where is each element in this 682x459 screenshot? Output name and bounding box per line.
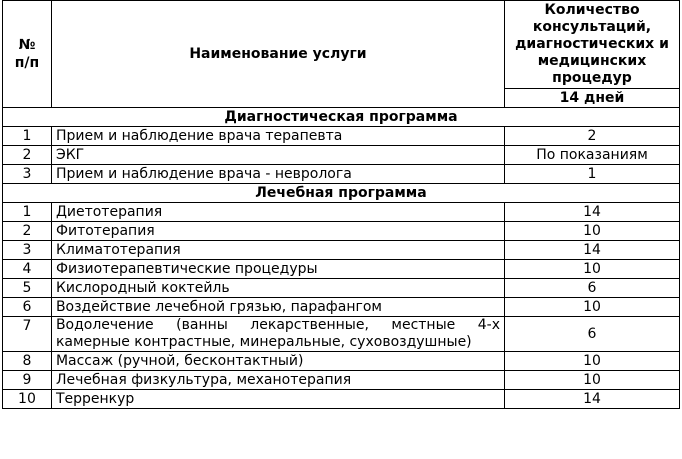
table-row xyxy=(3,260,680,279)
table-row xyxy=(3,371,680,390)
row-number: 7 xyxy=(3,317,52,352)
row-quantity: 10 xyxy=(505,371,680,390)
row-number: 3 xyxy=(3,241,52,260)
row-quantity: 10 xyxy=(505,222,680,241)
header-row xyxy=(3,1,680,89)
header-number-label: № xyxy=(18,37,36,53)
row-service-name: Водолечение (ванны лекарственные, местные 4-х камерные контрастные, минеральные, суховоздушные) xyxy=(51,317,504,352)
row-number: 2 xyxy=(3,222,52,241)
row-service-name: Массаж (ручной, бесконтактный) xyxy=(51,352,504,371)
section-title: Диагностическая программа xyxy=(3,108,680,127)
row-number: 2 xyxy=(3,146,52,165)
row-number: 6 xyxy=(3,298,52,317)
row-service-name: Диетотерапия xyxy=(51,203,504,222)
row-number: 10 xyxy=(3,390,52,409)
row-service-name: Климатотерапия xyxy=(51,241,504,260)
table-row xyxy=(3,241,680,260)
table-row xyxy=(3,390,680,409)
table-row xyxy=(3,279,680,298)
table-row xyxy=(3,352,680,371)
services-table xyxy=(2,0,680,409)
row-quantity: 14 xyxy=(505,241,680,260)
row-quantity: По показаниям xyxy=(505,146,680,165)
row-number: 5 xyxy=(3,279,52,298)
row-number: 4 xyxy=(3,260,52,279)
row-quantity: 1 xyxy=(505,165,680,184)
table-row xyxy=(3,165,680,184)
row-number: 3 xyxy=(3,165,52,184)
row-quantity: 14 xyxy=(505,203,680,222)
row-quantity: 2 xyxy=(505,127,680,146)
header-service-name: Наименование услуги xyxy=(51,1,504,108)
row-service-name: ЭКГ xyxy=(51,146,504,165)
row-quantity: 10 xyxy=(505,260,680,279)
row-service-name: Прием и наблюдение врача - невролога xyxy=(51,165,504,184)
row-quantity: 10 xyxy=(505,352,680,371)
row-number: 8 xyxy=(3,352,52,371)
section-title: Лечебная программа xyxy=(3,184,680,203)
header-days: 14 дней xyxy=(505,89,680,108)
header-number-label-sub: п/п xyxy=(14,55,40,71)
section-treatment xyxy=(3,184,680,409)
row-quantity: 10 xyxy=(505,298,680,317)
header-quantity: Количество консультаций, диагностических и медицинских процедур xyxy=(505,1,680,89)
row-quantity: 6 xyxy=(505,317,680,352)
header-number xyxy=(3,1,52,108)
row-number: 1 xyxy=(3,203,52,222)
row-service-name: Фитотерапия xyxy=(51,222,504,241)
table-row xyxy=(3,127,680,146)
row-quantity: 6 xyxy=(505,279,680,298)
section-diagnostic xyxy=(3,108,680,184)
row-service-name: Кислородный коктейль xyxy=(51,279,504,298)
row-quantity: 14 xyxy=(505,390,680,409)
row-service-name: Прием и наблюдение врача терапевта xyxy=(51,127,504,146)
table-row xyxy=(3,298,680,317)
section-title-row xyxy=(3,184,680,203)
table-row xyxy=(3,203,680,222)
table-row xyxy=(3,317,680,352)
table-row xyxy=(3,222,680,241)
row-service-name: Физиотерапевтические процедуры xyxy=(51,260,504,279)
row-service-name: Лечебная физкультура, механотерапия xyxy=(51,371,504,390)
table-row xyxy=(3,146,680,165)
section-title-row xyxy=(3,108,680,127)
row-number: 9 xyxy=(3,371,52,390)
row-service-name: Воздействие лечебной грязью, парафангом xyxy=(51,298,504,317)
row-service-name: Терренкур xyxy=(51,390,504,409)
row-number: 1 xyxy=(3,127,52,146)
